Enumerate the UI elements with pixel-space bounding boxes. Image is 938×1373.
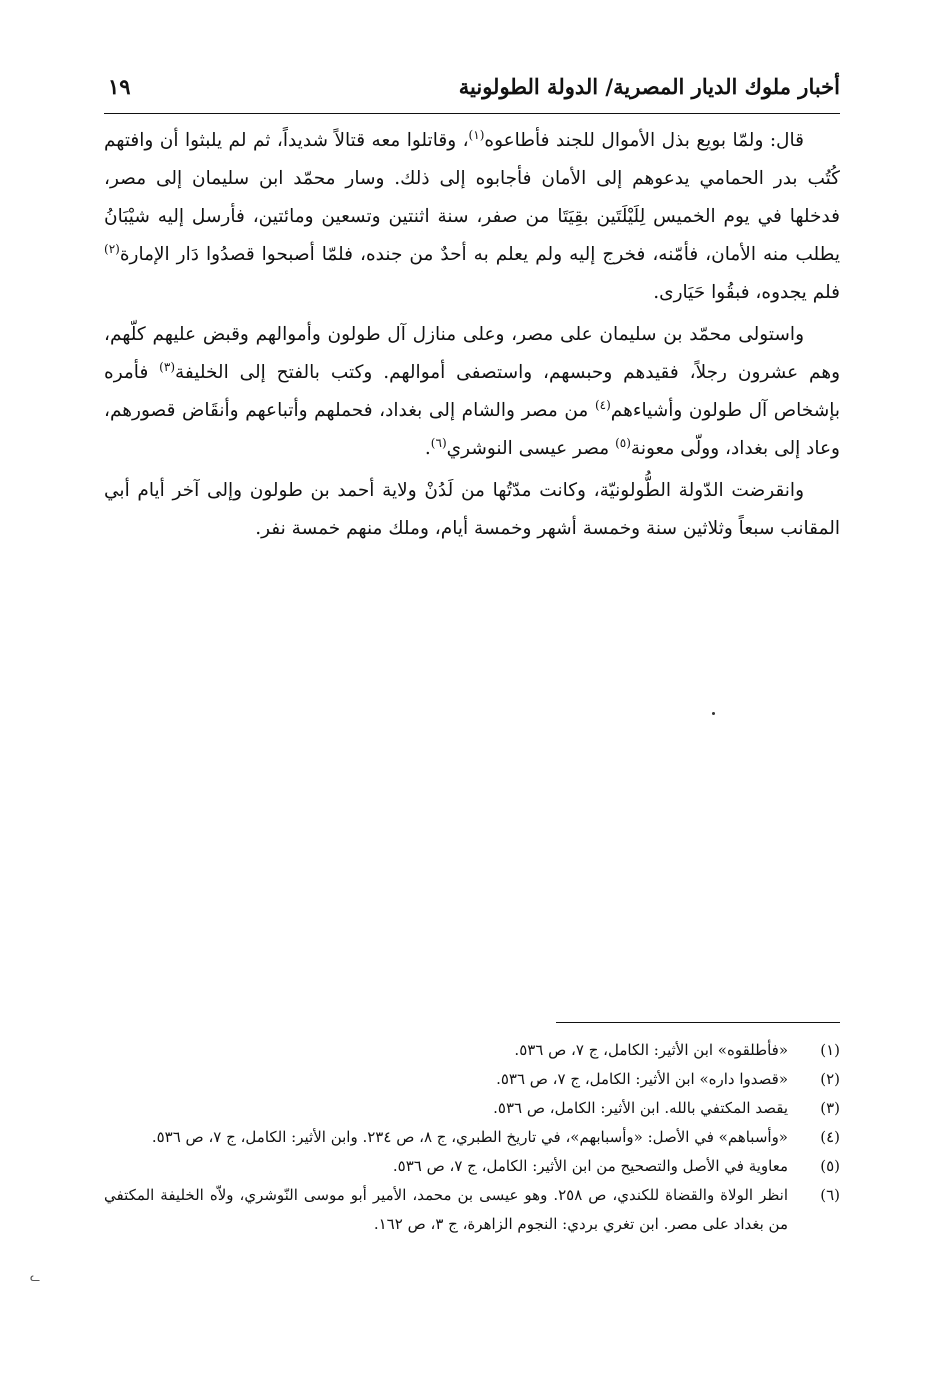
main-text [104, 122, 840, 552]
footnote-text: «قصدوا داره» ابن الأثير: الكامل، ج ٧، ص ٥٣٦. [496, 1070, 788, 1088]
footnote-item [104, 1065, 840, 1094]
footnote-item [104, 1123, 840, 1152]
text-segment: وانقرضت الدّولة الطُّولونيّة، وكانت مدّتُها من لَدُنْ ولاية أحمد بن طولون وإلى آخر أيام أبي المقانب سبعاً وثلاثين سنة وخمسة أشهر وخمسة أيام، وملك منهم خمسة نفر. [104, 480, 840, 539]
footnote-text: يقصد المكتفي بالله. ابن الأثير: الكامل، ص ٥٣٦. [493, 1099, 788, 1117]
paragraph [104, 472, 840, 548]
footnote-item [104, 1181, 840, 1239]
footnote-text: «وأسباهم» في الأصل: «وأسبابهم»، في تاريخ الطبري، ج ٨، ص ٢٣٤. وابن الأثير: الكامل، ج ٧، ص ٥٣٦. [151, 1128, 788, 1146]
text-segment: قال: ولمّا بويع بذل الأموال للجند فأطاعوه [484, 130, 804, 151]
footnote-number: (٦) [820, 1186, 840, 1204]
footnote-marker: (١) [468, 127, 485, 142]
footnotes [104, 1036, 840, 1239]
footnote-item [104, 1036, 840, 1065]
paragraph [104, 122, 840, 312]
footnote-item [104, 1094, 840, 1123]
text-segment: فأمره بإشخاص آل طولون وأشياءهم [104, 362, 840, 421]
footnote-marker: (٤) [594, 397, 611, 412]
footnote-marker: (٦) [430, 435, 447, 450]
text-segment: مصر عيسى النوشري [446, 438, 616, 459]
footnote-item [104, 1152, 840, 1181]
footnote-number: (٣) [820, 1099, 840, 1117]
footnote-text: انظر الولاة والقضاة للكندي، ص ٢٥٨. وهو عيسى بن محمد، الأمير أبو موسى النّوشري، ولاّه الخليفة المكتفي من بغداد على مصر. ابن تغري بردي: النجوم الزاهرة، ج ٣، ص ١٦٢. [104, 1186, 788, 1233]
text-segment: . [424, 438, 431, 459]
footnote-marker: (٣) [159, 359, 175, 374]
footnote-text: «فأطلقوه» ابن الأثير: الكامل، ج ٧، ص ٥٣٦. [514, 1041, 788, 1059]
page-header [104, 72, 840, 112]
footnote-marker: (٥) [615, 435, 631, 450]
text-segment: فلم يجدوه، فبقُوا حَيَارى. [653, 282, 840, 303]
paragraph [104, 316, 840, 468]
running-title: أخبار ملوك الديار المصرية/ الدولة الطولونية [458, 74, 840, 99]
page-number: ١٩ [108, 74, 131, 99]
text-segment: واستولى محمّد بن سليمان على مصر، وعلى منازل آل طولون وأموالهم وقبض عليهم كلّهم، وهم عشرون رجلاً، فقيدهم وحبسهم، واستصفى أموالهم. وكتب بالفتح إلى الخليفة [104, 324, 841, 383]
footnote-number: (١) [820, 1041, 840, 1059]
scan-mark-icon: ᓚ [30, 1270, 41, 1284]
text-segment: من مصر والشام إلى بغداد، فحملهم وأتباعهم وأنقَاض قصورهم، وعاد إلى بغداد، وولّى معونة [104, 400, 840, 459]
header-rule [104, 113, 840, 114]
footnote-number: (٤) [820, 1128, 840, 1146]
footnote-marker: (٢) [104, 241, 120, 256]
footnote-number: (٢) [820, 1070, 840, 1088]
stray-dot [712, 712, 715, 715]
text-segment: ، وقاتلوا معه قتالاً شديداً، ثم لم يلبثوا أن وافتهم كُتُب بدر الحمامي يدعوهم إلى الأمان فأجابوه إلى ذلك. وسار محمّد ابن سليمان إلى مصر، فدخلها في يوم الخميس لِلَيْلَتَين بقِيَتَا من صفر، سنة اثنتين وتسعين ومائتين، فأرسل إليه شيْبَانُ يطلب منه الأمان، فأمّنه، فخرج إليه ولم يعلم به أحدٌ من جنده، فلمّا أصبحوا قصدُوا دَار الإمارة [104, 130, 840, 265]
footnote-text: معاوية في الأصل والتصحيح من ابن الأثير: الكامل، ج ٧، ص ٥٣٦. [392, 1157, 788, 1175]
footnote-separator [556, 1022, 840, 1023]
footnote-number: (٥) [820, 1157, 840, 1175]
